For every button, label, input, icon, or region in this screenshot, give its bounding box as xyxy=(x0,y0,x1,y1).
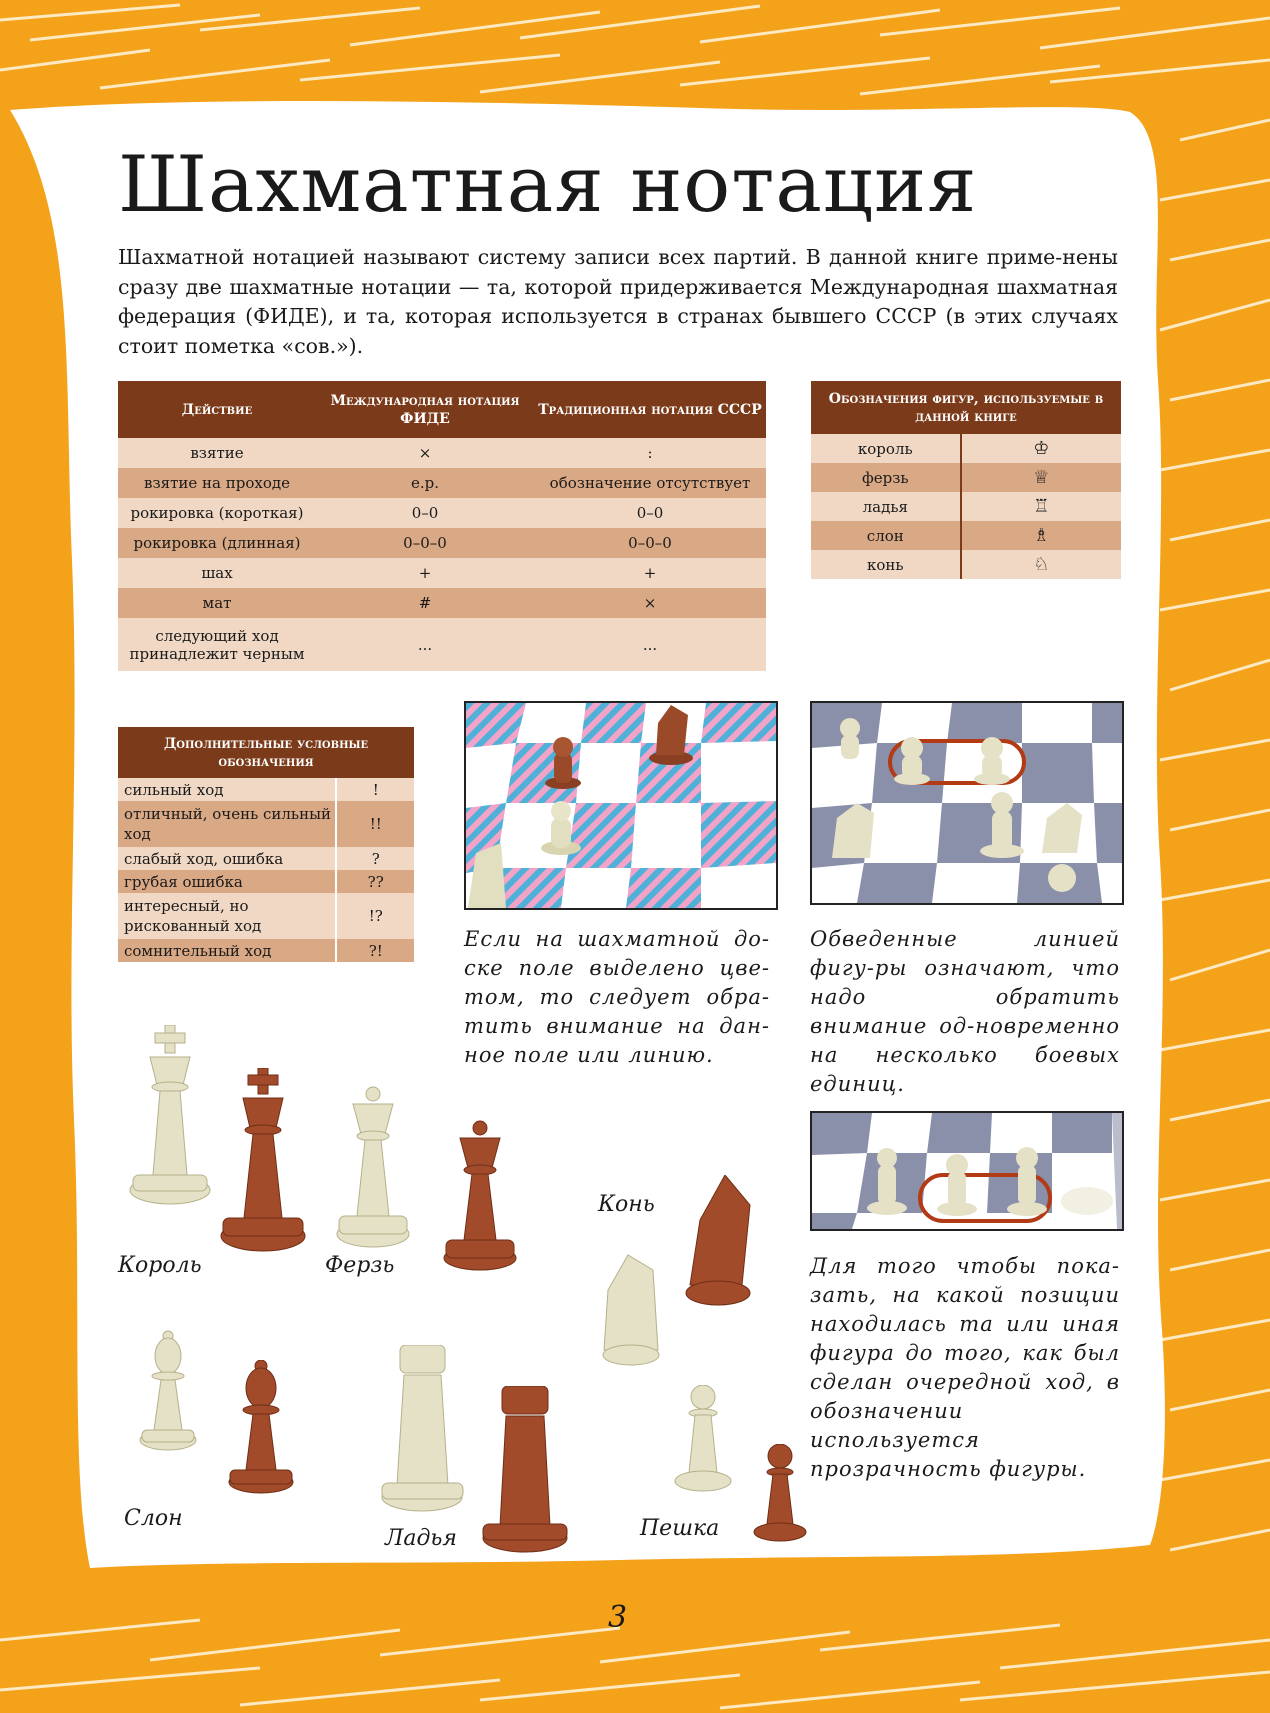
extra-header: Дополнительные условные обозначения xyxy=(118,727,414,778)
annotation-symbols-table xyxy=(118,727,414,962)
piece-name: конь xyxy=(811,550,961,579)
table-cell: 0–0 xyxy=(534,498,766,528)
symbol-label: грубая ошибка xyxy=(118,870,336,893)
label-knight: Конь xyxy=(598,1192,655,1217)
header-action: Действие xyxy=(118,381,316,438)
caption-transparent: Для того чтобы пока-зать, на какой позиции находилась та или иная фигура до того, как был сделан очередной ход, в обозначении используется прозрачность фигуры. xyxy=(810,1254,1120,1481)
table-cell: × xyxy=(534,588,766,618)
table-row xyxy=(118,558,766,588)
intro-paragraph: Шахматной нотацией называют систему записи всех партий. В данной книге приме-нены сразу две шахматные нотации — та, которой придерживается Международная шахматная федерация (ФИДЕ), и та, которая используется в странах бывшего СССР (в этих случаях стоит пометка «сов.»). xyxy=(118,245,1118,358)
table-cell: ... xyxy=(316,618,534,671)
white-pawn-icon xyxy=(673,1385,733,1495)
table-cell: шах xyxy=(118,558,316,588)
header-ussr: Традиционная нотация СССР xyxy=(534,381,766,438)
table-cell: следующий ход принадлежит черным xyxy=(118,618,316,671)
table-header-row xyxy=(118,727,414,778)
label-bishop: Слон xyxy=(124,1506,183,1531)
piece-name: слон xyxy=(811,521,961,550)
table-cell: мат xyxy=(118,588,316,618)
table-row xyxy=(118,870,414,893)
king-symbol-icon: ♔ xyxy=(961,434,1121,463)
table-row xyxy=(811,434,1121,463)
white-king-icon xyxy=(125,1025,215,1225)
bishop-symbol-icon: ♗ xyxy=(961,521,1121,550)
symbol-value: ? xyxy=(336,847,414,870)
table-cell: + xyxy=(534,558,766,588)
table-row xyxy=(118,778,414,801)
black-pawn-icon xyxy=(753,1444,808,1544)
table-row xyxy=(118,498,766,528)
table-cell: обозначение отсутствует xyxy=(534,468,766,498)
notation-table xyxy=(118,381,766,671)
board-highlight-illustration xyxy=(464,701,778,910)
table-cell: # xyxy=(316,588,534,618)
table-cell: рокировка (короткая) xyxy=(118,498,316,528)
white-bishop-icon xyxy=(138,1330,198,1460)
table-row xyxy=(118,618,766,671)
table-cell: ... xyxy=(534,618,766,671)
white-knight-icon xyxy=(598,1250,668,1370)
symbol-label: сомнительный ход xyxy=(118,939,336,962)
table-row xyxy=(118,438,766,468)
caption-outline: Обведенные линией фигу-ры означают, что надо обратить внимание од-новременно на несколько боевых единиц. xyxy=(810,927,1120,1096)
symbol-label: слабый ход, ошибка xyxy=(118,847,336,870)
table-row xyxy=(118,893,414,939)
board-outline-illustration xyxy=(810,701,1124,905)
symbol-label: интересный, но рискованный ход xyxy=(118,893,336,939)
table-row xyxy=(118,528,766,558)
caption-highlight: Если на шахматной до-ске поле выделено цве-том, то следует обра-тить внимание на дан-ное поле или линию. xyxy=(464,927,770,1067)
table-row xyxy=(811,521,1121,550)
table-header-row xyxy=(811,381,1121,434)
black-bishop-icon xyxy=(226,1360,296,1500)
table-cell: рокировка (длинная) xyxy=(118,528,316,558)
table-cell: e.p. xyxy=(316,468,534,498)
table-row xyxy=(118,847,414,870)
piece-name: ладья xyxy=(811,492,961,521)
table-row xyxy=(118,588,766,618)
rook-symbol-icon: ♖ xyxy=(961,492,1121,521)
symbol-value: !! xyxy=(336,801,414,847)
table-cell: 0–0–0 xyxy=(534,528,766,558)
table-cell: 0–0–0 xyxy=(316,528,534,558)
table-cell: взятие xyxy=(118,438,316,468)
table-cell: × xyxy=(316,438,534,468)
white-rook-icon xyxy=(380,1345,465,1515)
table-cell: : xyxy=(534,438,766,468)
black-knight-icon xyxy=(680,1175,760,1315)
symbol-value: ! xyxy=(336,778,414,801)
symbol-value: !? xyxy=(336,893,414,939)
pieces-table xyxy=(811,381,1121,579)
black-queen-icon xyxy=(440,1120,520,1300)
table-header-row xyxy=(118,381,766,438)
queen-symbol-icon: ♕ xyxy=(961,463,1121,492)
table-cell: 0–0 xyxy=(316,498,534,528)
header-fide: Международная нотация ФИДЕ xyxy=(316,381,534,438)
table-row xyxy=(811,463,1121,492)
white-queen-icon xyxy=(333,1086,413,1266)
piece-name: король xyxy=(811,434,961,463)
label-queen: Ферзь xyxy=(325,1253,395,1278)
symbol-value: ?? xyxy=(336,870,414,893)
label-pawn: Пешка xyxy=(640,1516,720,1541)
label-rook: Ладья xyxy=(385,1526,457,1551)
table-row xyxy=(118,468,766,498)
table-row xyxy=(811,492,1121,521)
table-cell: взятие на проходе xyxy=(118,468,316,498)
board-transparent-illustration xyxy=(810,1111,1124,1231)
table-row xyxy=(118,801,414,847)
label-king: Король xyxy=(118,1253,202,1278)
pieces-header: Обозначения фигур, используемые в данной книге xyxy=(811,381,1121,434)
table-row xyxy=(118,939,414,962)
page-number: 3 xyxy=(608,1600,628,1635)
symbol-label: отличный, очень сильный ход xyxy=(118,801,336,847)
table-cell: + xyxy=(316,558,534,588)
black-rook-icon xyxy=(480,1386,570,1556)
black-king-icon xyxy=(218,1068,308,1268)
knight-symbol-icon: ♘ xyxy=(961,550,1121,579)
symbol-label: сильный ход xyxy=(118,778,336,801)
piece-name: ферзь xyxy=(811,463,961,492)
symbol-value: ?! xyxy=(336,939,414,962)
table-row xyxy=(811,550,1121,579)
page-title: Шахматная нотация xyxy=(118,140,978,230)
